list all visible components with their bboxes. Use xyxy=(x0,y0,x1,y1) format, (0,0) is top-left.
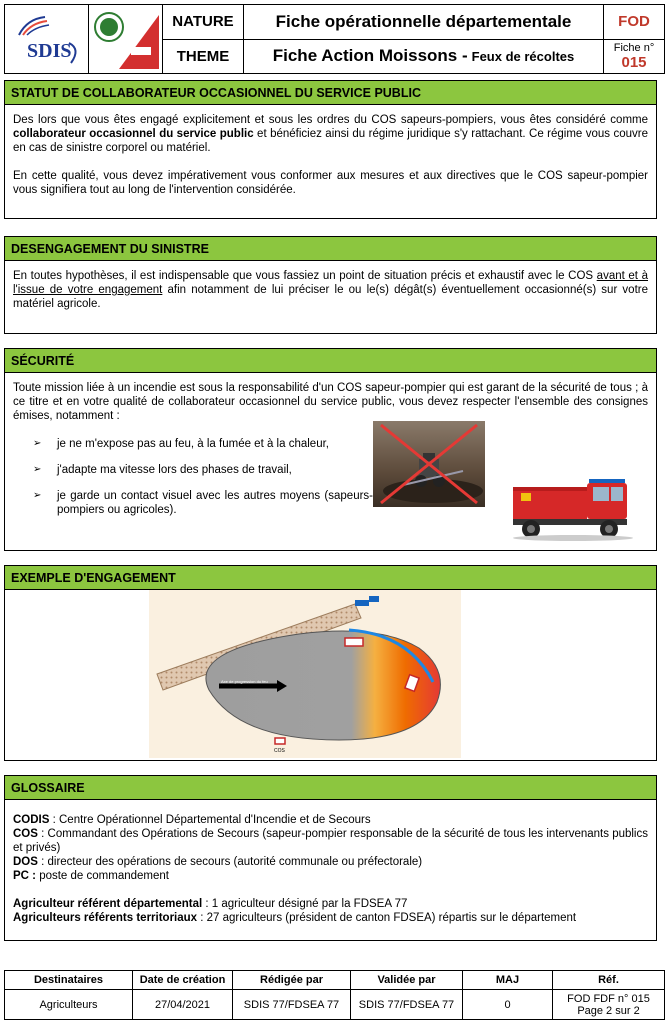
cell-ref: FOD FDF n° 015 Page 2 sur 2 xyxy=(553,990,665,1020)
section-exemple xyxy=(4,565,657,761)
fire-truck-image xyxy=(509,475,637,541)
bullet-item: ➢ j'adapte ma vitesse lors des phases de travail, xyxy=(13,463,373,477)
section-title: EXEMPLE D'ENGAGEMENT xyxy=(5,566,656,590)
section-glossaire xyxy=(4,775,657,941)
col-destinataires: Destinataires xyxy=(5,971,133,990)
section-title: STATUT DE COLLABORATEUR OCCASIONNEL DU SERVICE PUBLIC xyxy=(5,81,656,105)
engagement-diagram xyxy=(149,590,461,758)
section-title: DESENGAGEMENT DU SINISTRE xyxy=(5,237,656,261)
bullet-item: ➢ je ne m'expose pas au feu, à la fumée et à la chaleur, xyxy=(13,437,373,451)
document-header xyxy=(4,4,665,74)
cell-maj: 0 xyxy=(463,990,553,1020)
gloss-dos: DOS : directeur des opérations de secours (autorité communale ou préfectorale) xyxy=(13,856,423,868)
title-action: Fiche Action Moissons - Feux de récoltes xyxy=(272,46,575,66)
document-footer-table xyxy=(4,970,665,1020)
fod-label: FOD xyxy=(604,5,664,40)
cell-date: 27/04/2021 xyxy=(133,990,233,1020)
sdis-logo xyxy=(5,5,89,73)
section-desengagement xyxy=(4,236,657,334)
col-validee: Validée par xyxy=(351,971,463,990)
tractor-fire-photo xyxy=(373,421,485,507)
gloss-referent-dep: Agriculteur référent départemental : 1 agriculteur désigné par la FDSEA 77 xyxy=(13,898,408,910)
section-title: SÉCURITÉ xyxy=(5,349,656,373)
gloss-pc: PC : poste de commandement xyxy=(13,870,169,882)
cell-validee: SDIS 77/FDSEA 77 xyxy=(351,990,463,1020)
fire-axis-label: Axe de progression du feu xyxy=(221,679,268,684)
title-main: Fiche opérationnelle départementale xyxy=(244,5,603,40)
nature-label: NATURE xyxy=(163,5,243,40)
desengagement-paragraph: En toutes hypothèses, il est indispensable que vous fassiez un point de situation précis et exhaustif avec le COS avant et à l'issue de votre engagement afin notamment de lui préciser le ou le(s) dégât(s) éventuellement occasionné(s) sur votre matériel agricole. xyxy=(13,270,648,310)
cos-label: COS xyxy=(274,748,285,754)
cell-destinataires: Agriculteurs xyxy=(5,990,133,1020)
section-statut xyxy=(4,80,657,219)
title-sub: Feux de récoltes xyxy=(471,48,575,64)
gloss-referent-terr: Agriculteurs référents territoriaux : 27 agriculteurs (président de canton FDSEA) répartis sur le département xyxy=(13,912,577,924)
col-date: Date de création xyxy=(133,971,233,990)
fiche-label: Fiche n° xyxy=(613,41,655,54)
section-title: GLOSSAIRE xyxy=(5,776,656,800)
svg-text:SDIS: SDIS xyxy=(27,40,72,62)
col-redigee: Rédigée par xyxy=(233,971,351,990)
cell-redigee: SDIS 77/FDSEA 77 xyxy=(233,990,351,1020)
fdsea-logo xyxy=(89,5,163,73)
col-ref: Réf. xyxy=(553,971,665,990)
theme-label: THEME xyxy=(176,47,230,65)
fiche-number: 015 xyxy=(621,53,647,71)
statut-paragraph-2: En cette qualité, vous devez impérativement vous conformer aux mesures et aux directives que le COS sapeur-pompier vous signifiera tout au long de l'intervention considérée. xyxy=(13,170,648,196)
securite-paragraph: Toute mission liée à un incendie est sous la responsabilité d'un COS sapeur-pompier qui est garant de la sécurité de tous ; à ce titre et en votre qualité de collaborateur occasionnel du service public, vous devez respecter l'ensemble des consignes émises, notamment : xyxy=(13,382,648,422)
col-maj: MAJ xyxy=(463,971,553,990)
gloss-cos: COS : Commandant des Opérations de Secours (sapeur-pompier responsable de la sécurité de tous les intervenants publics et privés) xyxy=(13,828,648,854)
gloss-codis: CODIS : Centre Opérationnel Départemental d'Incendie et de Secours xyxy=(13,814,371,826)
section-securite xyxy=(4,348,657,551)
statut-paragraph-1: Des lors que vous êtes engagé explicitement et sous les ordres du COS sapeurs-pompiers, vous êtes considéré comme collaborateur occasionnel du service public et bénéficiez ainsi du régime juridique s'y rattachant. Ce régime vous couvre en cas de sinistre corporel ou matériel. xyxy=(13,114,648,154)
bullet-item: ➢ je garde un contact visuel avec les autres moyens (sapeurs-pompiers ou agricoles). xyxy=(13,489,373,517)
